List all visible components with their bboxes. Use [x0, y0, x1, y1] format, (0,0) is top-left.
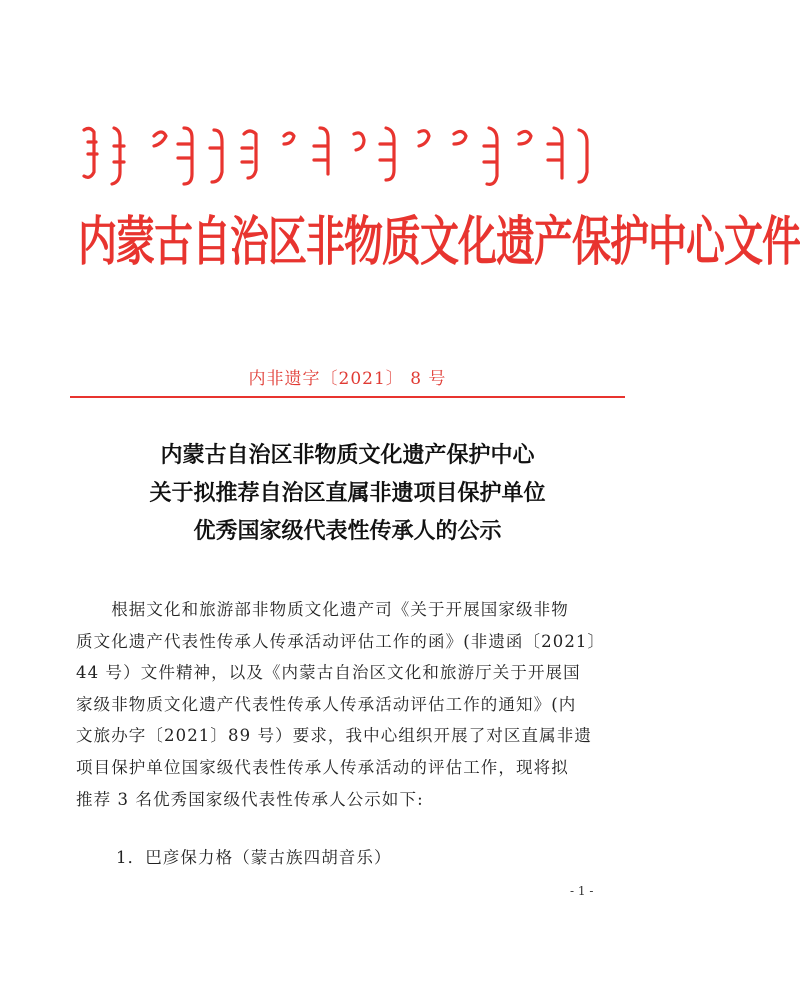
heading-line-2: 关于拟推荐自治区直属非遗项目保护单位	[149, 480, 546, 506]
body-line: 质文化遗产代表性传承人传承活动评估工作的函》(非遗函〔2021〕	[76, 631, 606, 651]
page-number: - 1 -	[570, 884, 594, 898]
body-line: 家级非物质文化遗产代表性传承人传承活动评估工作的通知》(内	[76, 694, 577, 714]
body-line: 推荐 3 名优秀国家级代表性传承人公示如下:	[76, 789, 424, 809]
heading-line-1: 内蒙古自治区非物质文化遗产保护中心	[160, 442, 535, 468]
document-number: 内非遗字〔2021〕 8 号	[248, 369, 447, 389]
body-line: 根据文化和旅游部非物质文化遗产司《关于开展国家级非物	[76, 600, 569, 619]
body-line: 44 号）文件精神，以及《内蒙古自治区文化和旅游厅关于开展国	[76, 663, 581, 683]
document-header-title: 内蒙古自治区非物质文化遗产保护中心文件	[78, 212, 800, 273]
body-text	[76, 594, 622, 815]
heading-line-3: 优秀国家级代表性传承人的公示	[193, 518, 502, 544]
header-divider	[70, 396, 625, 398]
mongolian-script-graphic	[74, 122, 594, 194]
announcement-heading	[0, 436, 695, 550]
body-line: 项目保护单位国家级代表性传承人传承活动的评估工作，现将拟	[76, 757, 569, 777]
list-item-1: 1．巴彦保力格（蒙古族四胡音乐）	[116, 848, 392, 867]
mongolian-script-emblem	[74, 122, 594, 194]
body-line: 文旅办字〔2021〕89 号）要求，我中心组织开展了对区直属非遗	[76, 726, 592, 746]
